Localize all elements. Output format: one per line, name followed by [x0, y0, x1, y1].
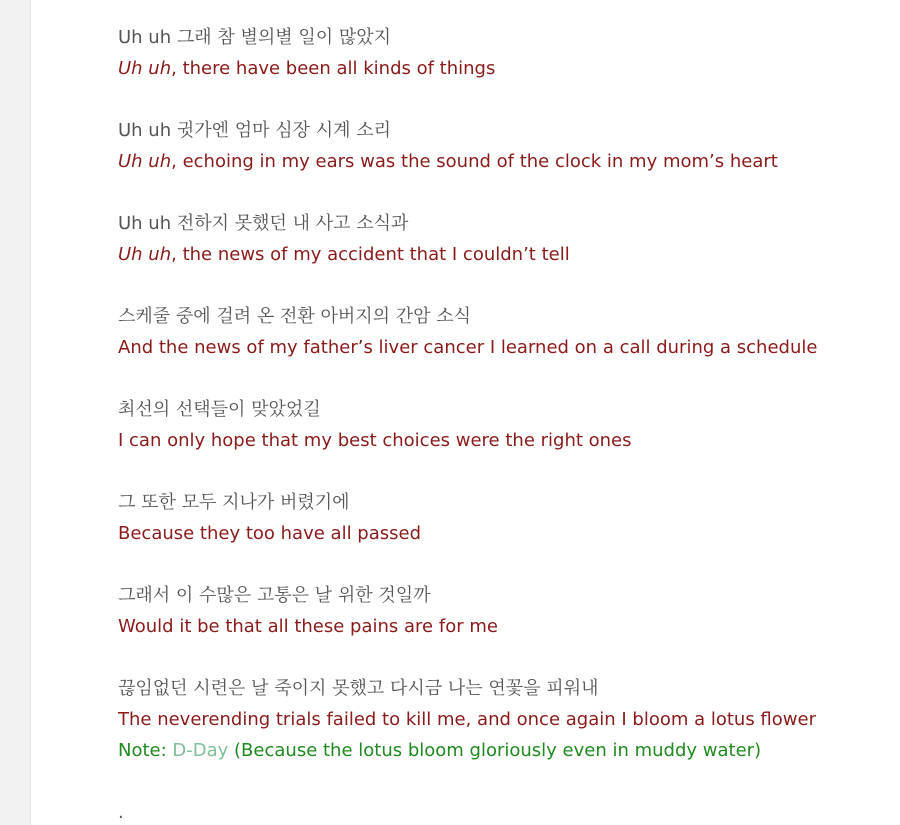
- english-line: Because they too have all passed: [118, 523, 422, 544]
- english-line: [118, 239, 878, 270]
- lyric-stanza: [118, 673, 878, 766]
- korean-line: Uh uh 전하지 못했던 내 사고 소식과: [118, 213, 409, 234]
- lyric-stanza: [118, 301, 878, 363]
- korean-line: Uh uh 귓가엔 엄마 심장 시계 소리: [118, 120, 391, 141]
- korean-line: 그래서 이 수많은 고통은 날 위한 것일까: [118, 585, 431, 606]
- korean-line: 끊임없던 시련은 날 죽이지 못했고 다시금 나는 연꽃을 피워내: [118, 678, 599, 699]
- english-line: [118, 146, 878, 177]
- left-gutter: [0, 0, 31, 825]
- korean-line: Uh uh 그래 참 별의별 일이 많았지: [118, 27, 391, 48]
- english-text: , echoing in my ears was the sound of the clock in my mom’s heart: [171, 151, 778, 172]
- korean-line: 스케줄 중에 걸려 온 전환 아버지의 간암 소식: [118, 306, 472, 327]
- korean-line: 최선의 선택들이 맞았었길: [118, 399, 321, 420]
- english-italic: Uh uh: [118, 151, 172, 172]
- lyrics-content: [118, 22, 878, 825]
- trailing-dot: .: [118, 802, 124, 823]
- english-line: Would it be that all these pains are for me: [118, 616, 498, 637]
- english-text: , the news of my accident that I couldn’t tell: [171, 244, 570, 265]
- note-text: (Because the lotus bloom gloriously even in muddy water): [228, 740, 762, 761]
- lyric-stanza: [118, 208, 878, 270]
- lyric-stanza: [118, 580, 878, 642]
- lyric-stanza: [118, 487, 878, 549]
- lyric-stanza: [118, 22, 878, 84]
- english-line: And the news of my father’s liver cancer I learned on a call during a schedule: [118, 337, 818, 358]
- english-line: [118, 53, 878, 84]
- korean-line: 그 또한 모두 지나가 버렸기에: [118, 492, 350, 513]
- english-line: The neverending trials failed to kill me, and once again I bloom a lotus flower: [118, 709, 816, 730]
- english-text: , there have been all kinds of things: [171, 58, 496, 79]
- note-prefix: Note:: [118, 740, 173, 761]
- english-italic: Uh uh: [118, 244, 172, 265]
- translator-note: [118, 735, 878, 766]
- lyric-stanza: [118, 115, 878, 177]
- english-italic: Uh uh: [118, 58, 172, 79]
- english-line: I can only hope that my best choices were the right ones: [118, 430, 632, 451]
- d-day-link[interactable]: D-Day: [172, 740, 229, 761]
- lyric-stanza: [118, 394, 878, 456]
